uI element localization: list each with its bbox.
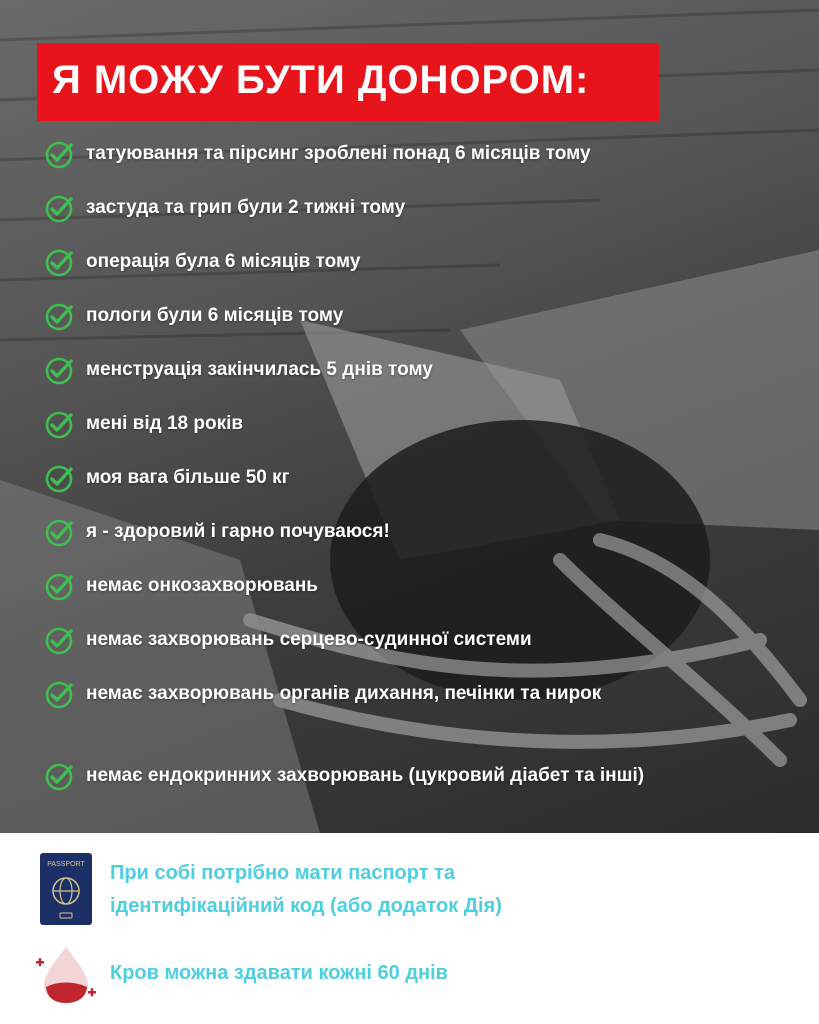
info-section xyxy=(0,833,819,1024)
passport-icon xyxy=(40,853,92,925)
passport-info xyxy=(110,857,502,923)
check-icon xyxy=(44,518,74,548)
requirement-item xyxy=(44,680,686,710)
check-icon xyxy=(44,248,74,278)
svg-text:PASSPORT: PASSPORT xyxy=(47,861,85,868)
requirement-text: немає онкозахворювань xyxy=(86,575,318,596)
check-icon xyxy=(44,410,74,440)
check-icon xyxy=(44,194,74,224)
requirement-item xyxy=(44,356,686,386)
requirement-item xyxy=(44,464,686,494)
requirement-text: застуда та грип були 2 тижні тому xyxy=(86,197,406,218)
requirement-text: немає ендокринних захворювань (цукровий діабет та інші) xyxy=(86,765,645,786)
requirement-item xyxy=(44,572,686,602)
check-icon xyxy=(44,680,74,710)
check-icon xyxy=(44,302,74,332)
check-icon xyxy=(44,356,74,386)
check-icon xyxy=(44,762,74,792)
check-icon xyxy=(44,140,74,170)
requirement-item xyxy=(44,248,686,278)
requirement-text: менструація закінчилась 5 днів тому xyxy=(86,359,433,380)
check-icon xyxy=(44,572,74,602)
requirement-text: я - здоровий і гарно почуваюся! xyxy=(86,521,390,542)
blood-drop-icon xyxy=(34,943,98,1005)
page-title: Я МОЖУ БУТИ ДОНОРОМ: xyxy=(52,58,590,102)
requirement-item xyxy=(44,410,686,440)
requirement-text: немає захворювань серцево-судинної системи xyxy=(86,629,532,650)
requirement-item xyxy=(44,194,686,224)
check-icon xyxy=(44,626,74,656)
requirement-item xyxy=(44,762,686,792)
requirement-text: татуювання та пірсинг зроблені понад 6 місяців тому xyxy=(86,143,591,164)
requirement-text: пологи були 6 місяців тому xyxy=(86,305,344,326)
requirement-item xyxy=(44,518,686,548)
passport-info-line-2: ідентифікаційний код (або додаток Дія) xyxy=(110,895,502,917)
requirement-text: немає захворювань органів дихання, печінки та нирок xyxy=(86,683,602,704)
requirement-text: моя вага більше 50 кг xyxy=(86,467,290,488)
requirement-text: операція була 6 місяців тому xyxy=(86,251,361,272)
frequency-info: Кров можна здавати кожні 60 днів xyxy=(110,962,448,984)
requirement-item xyxy=(44,140,686,170)
requirement-item xyxy=(44,302,686,332)
requirement-item xyxy=(44,626,686,656)
check-icon xyxy=(44,464,74,494)
passport-info-line-1: При собі потрібно мати паспорт та xyxy=(110,862,455,884)
requirement-text: мені від 18 років xyxy=(86,413,244,434)
